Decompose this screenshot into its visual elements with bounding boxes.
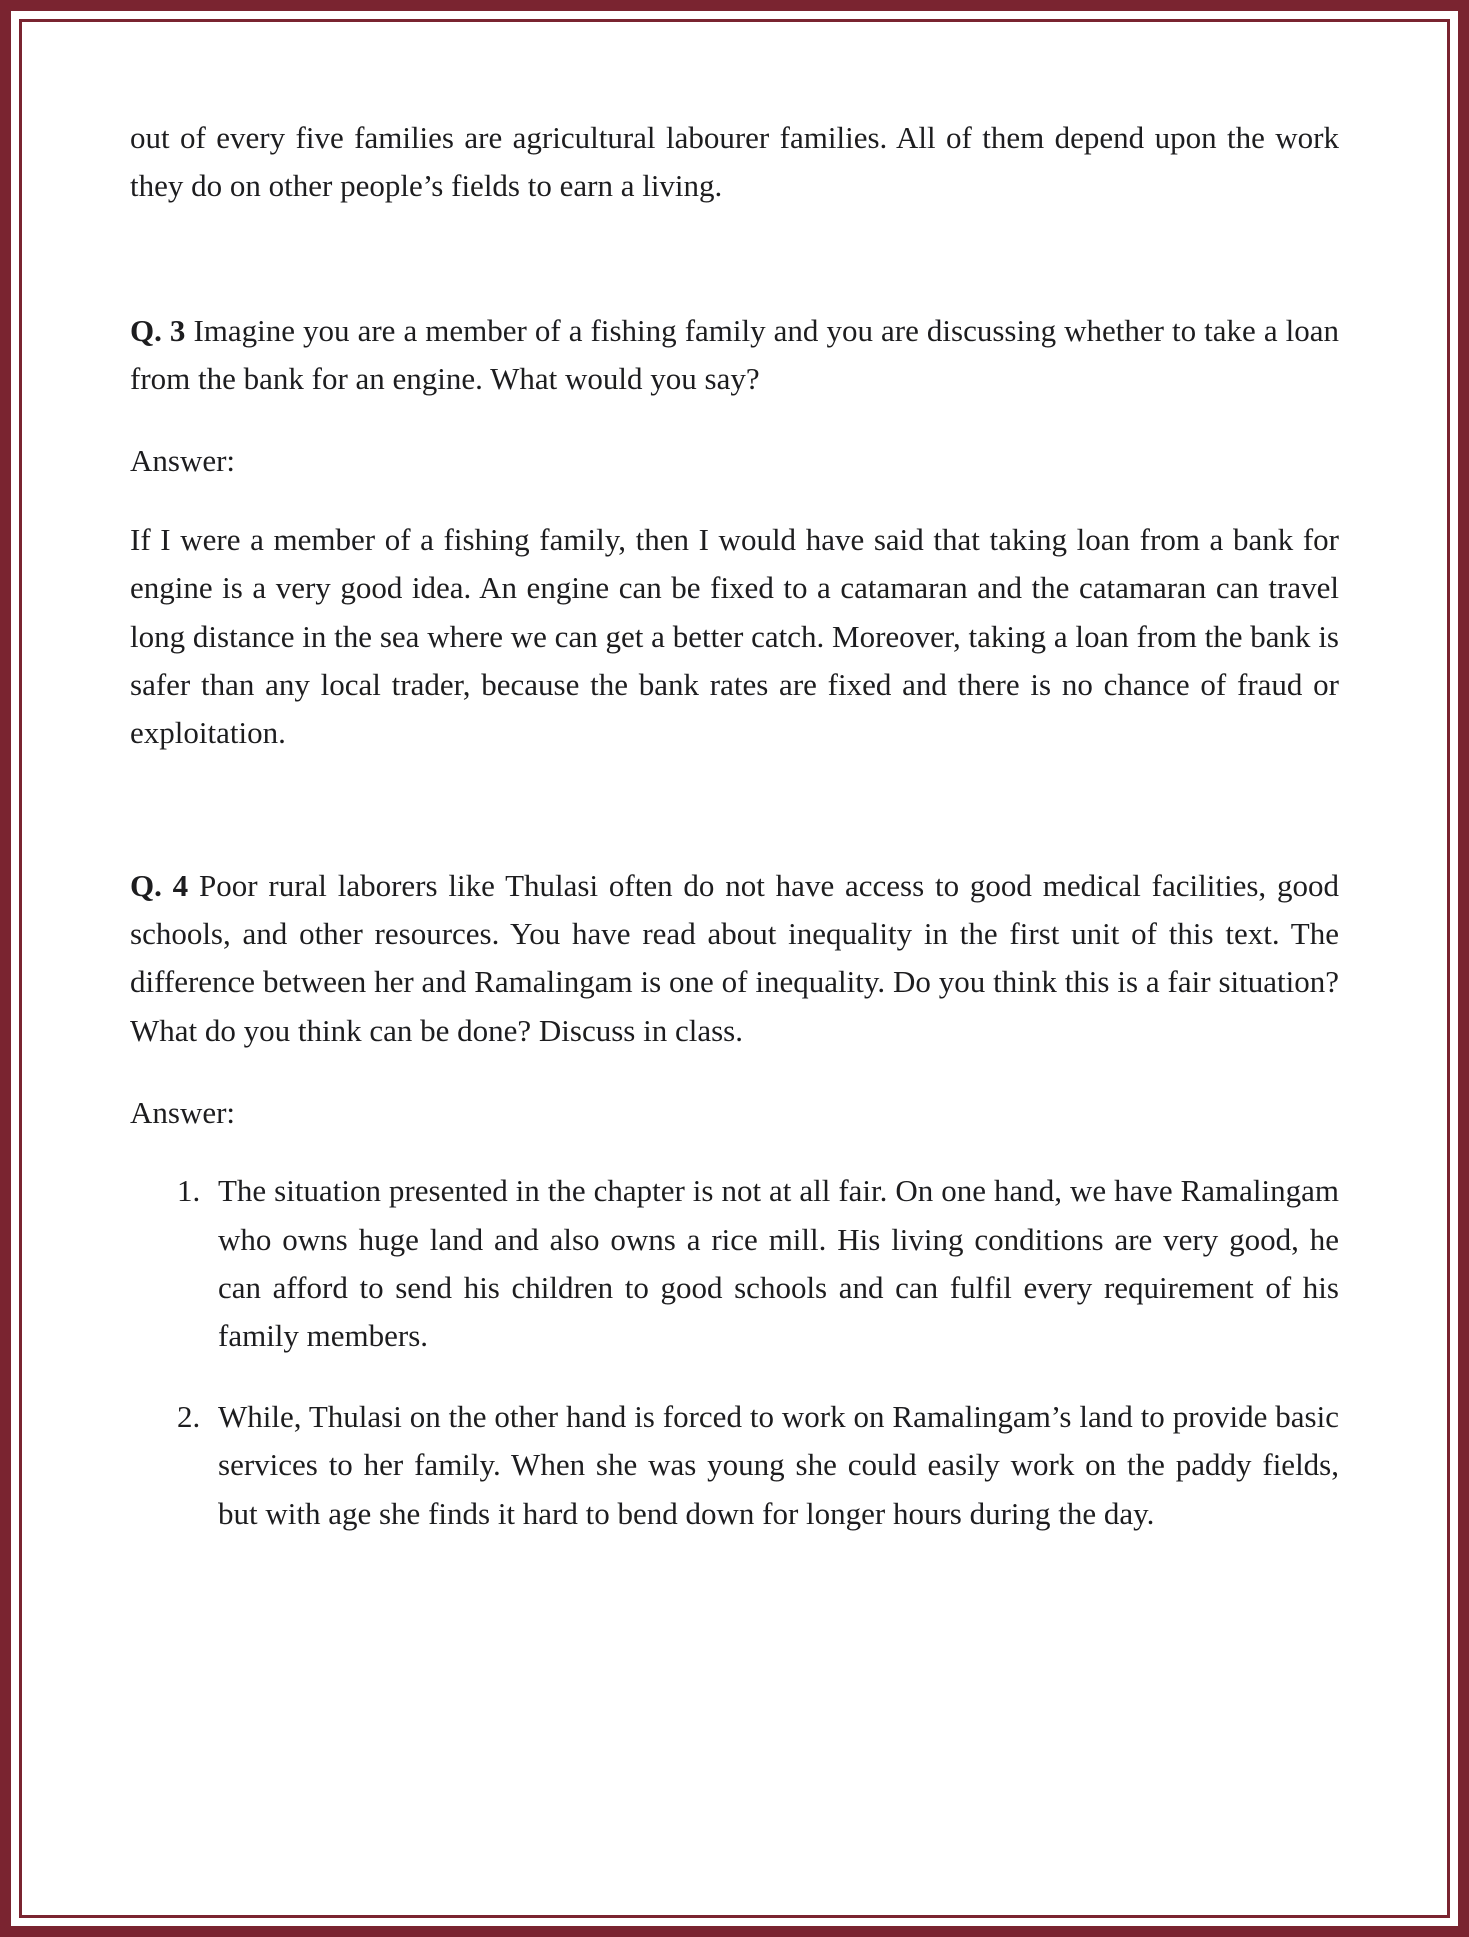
intro-paragraph: out of every five families are agricultural labourer families. All of them depend upon the work they do on other people’s fields to earn a living. xyxy=(130,120,1339,204)
question-3 xyxy=(130,307,1339,404)
page-content xyxy=(22,22,1447,1630)
question-4 xyxy=(130,862,1339,1055)
question-4-label: Q. 4 xyxy=(130,867,199,903)
question-4-answer-list xyxy=(130,1167,1339,1538)
question-4-text: Poor rural laborers like Thulasi often do not have access to good medical facilities, good schools, and other resources. You have read about inequality in the first unit of this text. The difference between her and Ramalingam is one of inequality. Do you think this is a fair situation? What do you think can be done? Discuss in class. xyxy=(130,867,1339,1048)
question-3-label: Q. 3 xyxy=(130,312,194,348)
inner-border-frame xyxy=(19,19,1450,1918)
question-3-text: Imagine you are a member of a fishing family and you are discussing whether to take a loan from the bank for an engine. What would you say? xyxy=(130,312,1339,397)
answer-list-item: 2. While, Thulasi on the other hand is forced to work on Ramalingam’s land to provide basic services to her family. When she was young she could easily work on the paddy fields, but with age she finds it hard to bend down for longer hours during the day. xyxy=(208,1393,1339,1538)
question-4-answer-label: Answer: xyxy=(130,1095,236,1131)
answer-list-item: 1. The situation presented in the chapter is not at all fair. On one hand, we have Ramalingam who owns huge land and also owns a rice mill. His living conditions are very good, he can afford to send his children to good schools and can fulfil every requirement of his family members. xyxy=(208,1167,1339,1360)
question-3-answer-label: Answer: xyxy=(130,443,236,479)
question-3-answer-text: If I were a member of a fishing family, then I would have said that taking loan from a bank for engine is a very good idea. An engine can be fixed to a catamaran and the catamaran can travel long distance in the sea where we can get a better catch. Moreover, taking a loan from the bank is safer than any local trader, because the bank rates are fixed and there is no chance of fraud or exploitation. xyxy=(130,521,1339,751)
